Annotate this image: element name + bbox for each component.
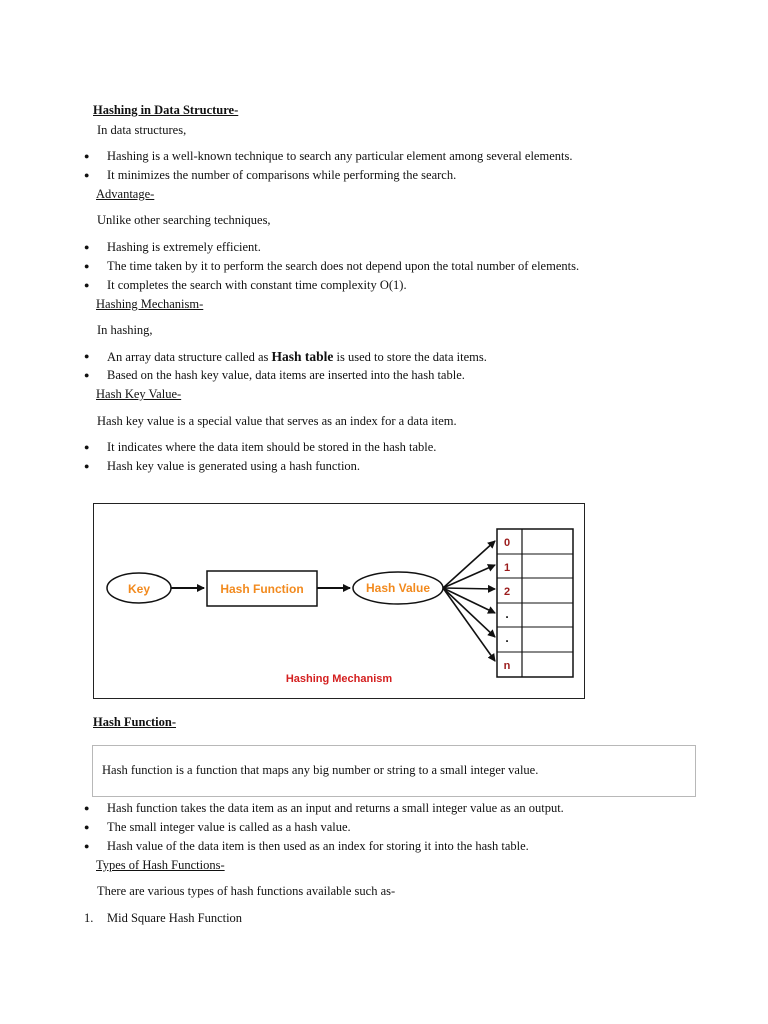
mechanism-bullet-1 <box>107 349 487 365</box>
bullet-icon: ● <box>84 280 90 290</box>
arrow-to-slot-3 <box>443 588 495 613</box>
arrow-to-slot-0 <box>443 541 495 588</box>
mechanism-bullet-2: Based on the hash key value, data items are inserted into the hash table. <box>107 368 465 382</box>
hash-key-bullet-1: It indicates where the data item should be stored in the hash table. <box>107 440 437 454</box>
advantage-bullet-2: The time taken by it to perform the search does not depend upon the total number of elements. <box>107 259 580 273</box>
type-item-1: Mid Square Hash Function <box>107 911 243 925</box>
types-heading: Types of Hash Functions- <box>96 858 225 872</box>
page-title: Hashing in Data Structure- <box>93 103 239 117</box>
table-index: . <box>505 631 509 645</box>
bullet-icon: ● <box>84 370 90 380</box>
advantage-heading: Advantage- <box>96 187 155 201</box>
mechanism-bullet-1-pre: An array data structure called as <box>107 350 272 364</box>
bullet-icon: ● <box>84 242 90 252</box>
hashing-mechanism-diagram <box>93 503 585 699</box>
hash-function-heading: Hash Function- <box>93 715 177 729</box>
bullet-icon: ● <box>84 841 90 851</box>
bullet-icon: ● <box>84 261 90 271</box>
bullet-icon: ● <box>84 803 90 813</box>
table-index: n <box>503 660 511 672</box>
hash-function-definition: Hash function is a function that maps any big number or string to a small integer value. <box>102 763 539 777</box>
hash-function-label: Hash Function <box>220 582 304 596</box>
list-number: 1. <box>84 911 94 925</box>
bullet-icon: ● <box>84 170 90 180</box>
table-index: 0 <box>503 537 511 549</box>
hash-table-term: Hash table <box>271 349 334 364</box>
advantage-bullet-3: It completes the search with constant time complexity O(1). <box>107 278 407 292</box>
definition-box <box>92 745 696 797</box>
mechanism-heading: Hashing Mechanism- <box>96 297 204 311</box>
hash-function-bullet-1: Hash function takes the data item as an input and returns a small integer value as an output. <box>107 801 564 815</box>
hash-table <box>497 529 573 677</box>
mechanism-bullet-1-post: is used to store the data items. <box>333 350 487 364</box>
hash-key-bullet-2: Hash key value is generated using a hash function. <box>107 459 361 473</box>
arrow-to-slot-2 <box>443 588 495 589</box>
bullet-icon: ● <box>84 351 90 361</box>
hash-value-label: Hash Value <box>365 581 431 595</box>
hash-function-bullet-2: The small integer value is called as a hash value. <box>107 820 351 834</box>
hash-key-intro: Hash key value is a special value that serves as an index for a data item. <box>97 414 457 428</box>
table-index: 2 <box>503 586 511 598</box>
table-index: . <box>505 607 509 621</box>
arrow-to-slot-1 <box>443 565 495 588</box>
intro-text: In data structures, <box>97 123 187 137</box>
diagram-caption: Hashing Mechanism <box>285 673 393 685</box>
hash-function-bullet-3: Hash value of the data item is then used as an index for storing it into the hash table. <box>107 839 529 853</box>
mechanism-intro: In hashing, <box>97 323 153 337</box>
bullet-icon: ● <box>84 822 90 832</box>
key-label: Key <box>127 582 151 596</box>
advantage-intro: Unlike other searching techniques, <box>97 213 271 227</box>
arrow-to-slot-n <box>443 588 495 661</box>
advantage-bullet-1: Hashing is extremely efficient. <box>107 240 261 254</box>
intro-bullet-1: Hashing is a well-known technique to search any particular element among several elements. <box>107 149 573 163</box>
table-index: 1 <box>503 562 511 574</box>
diagram-svg <box>94 504 584 698</box>
bullet-icon: ● <box>84 442 90 452</box>
types-intro: There are various types of hash functions available such as- <box>97 884 396 898</box>
fan-arrows <box>443 541 495 661</box>
arrow-to-slot-4 <box>443 588 495 637</box>
bullet-icon: ● <box>84 461 90 471</box>
intro-bullet-2: It minimizes the number of comparisons while performing the search. <box>107 168 457 182</box>
hash-key-heading: Hash Key Value- <box>96 387 182 401</box>
bullet-icon: ● <box>84 151 90 161</box>
